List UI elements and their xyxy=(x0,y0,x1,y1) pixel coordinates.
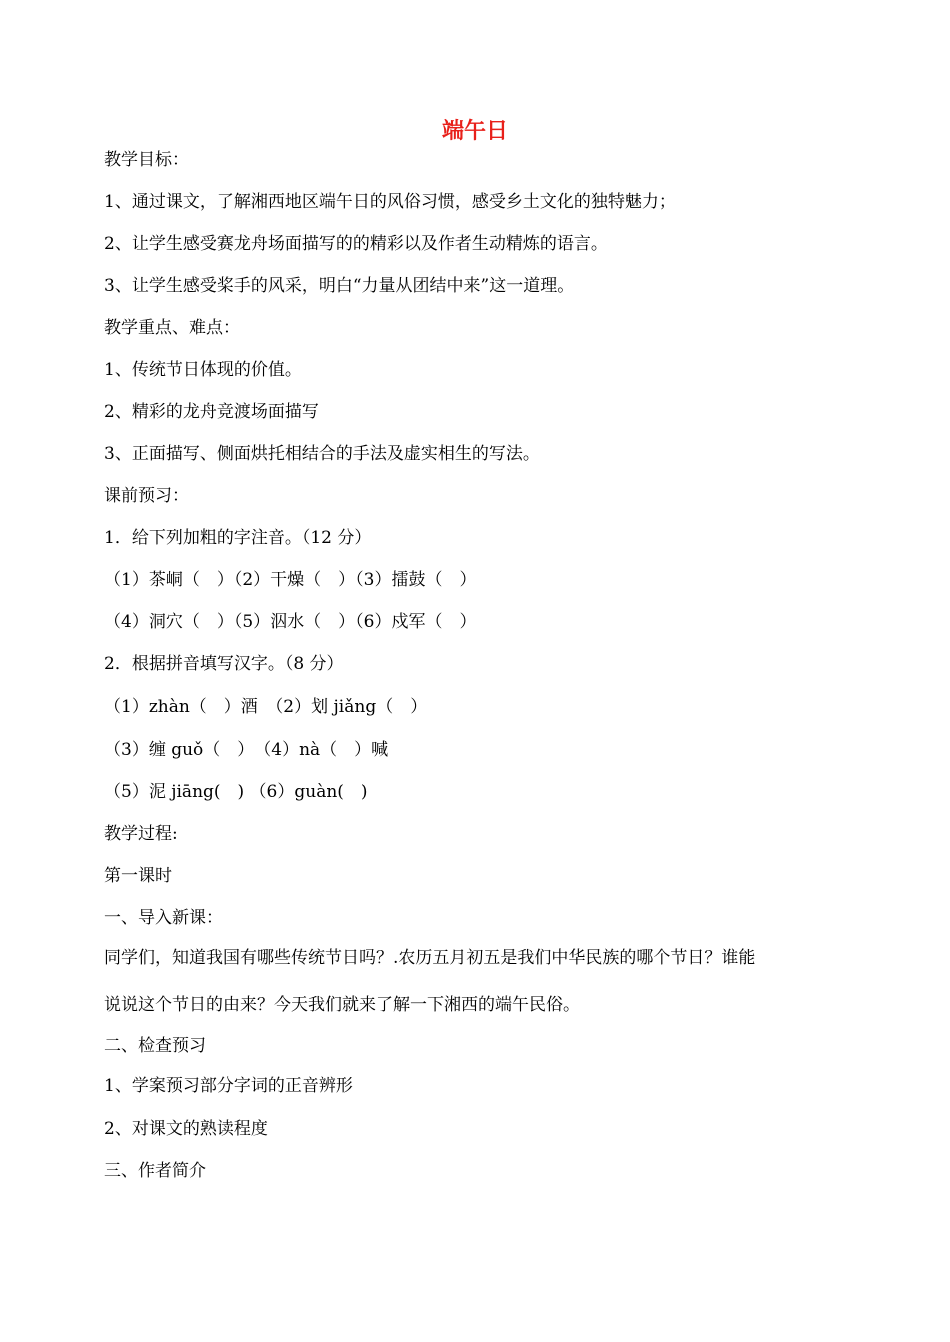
exercise-2-row-1: （1）zhàn（ ）酒 （2）划 jiǎng（ ） xyxy=(104,697,428,717)
exercise-1-prompt: 1．给下列加粗的字注音。（12 分） xyxy=(104,528,372,548)
section-heading-preview: 课前预习： xyxy=(104,486,189,506)
document-title: 端午日 xyxy=(441,119,508,144)
check-item-2: 2、对课文的熟读程度 xyxy=(104,1119,268,1139)
objective-3: 3、让学生感受桨手的风采，明白“力量从团结中来”这一道理。 xyxy=(104,276,575,296)
section-heading-key-points: 教学重点、难点： xyxy=(104,318,240,338)
exercise-2-row-3: （5）泥 jiāng( ) （6）guàn( ) xyxy=(104,782,368,802)
objective-1: 1、通过课文，了解湘西地区端午日的风俗习惯，感受乡土文化的独特魅力； xyxy=(104,192,676,212)
exercise-1-row-1: （1）茶峒（ ）（2）干燥（ ）（3）擂鼓（ ） xyxy=(104,570,477,590)
key-point-1: 1、传统节日体现的价值。 xyxy=(104,360,302,380)
exercise-2-row-2: （3）缠 guǒ（ ） （4）nà（ ）喊 xyxy=(104,740,389,760)
step-heading-author: 三、作者简介 xyxy=(104,1161,206,1181)
objective-2: 2、让学生感受赛龙舟场面描写的的精彩以及作者生动精炼的语言。 xyxy=(104,234,608,254)
check-item-1: 1、学案预习部分字词的正音辨形 xyxy=(104,1076,353,1096)
intro-paragraph-line-2: 说说这个节日的由来？今天我们就来了解一下湘西的端午民俗。 xyxy=(104,995,580,1015)
key-point-2: 2、精彩的龙舟竞渡场面描写 xyxy=(104,402,319,422)
step-heading-check-preview: 二、检查预习 xyxy=(104,1036,206,1056)
key-point-3: 3、正面描写、侧面烘托相结合的手法及虚实相生的写法。 xyxy=(104,444,540,464)
exercise-2-prompt: 2．根据拼音填写汉字。（8 分） xyxy=(104,654,344,674)
section-heading-objectives: 教学目标： xyxy=(104,150,189,170)
lesson-label: 第一课时 xyxy=(104,866,172,886)
section-heading-process: 教学过程: xyxy=(104,824,178,844)
exercise-1-row-2: （4）洞穴（ ）（5）泅水（ ）（6）戍军（ ） xyxy=(104,612,477,632)
step-heading-intro: 一、导入新课： xyxy=(104,908,223,928)
intro-paragraph-line-1: 同学们，知道我国有哪些传统节日吗？.农历五月初五是我们中华民族的哪个节日？谁能 xyxy=(104,948,756,968)
